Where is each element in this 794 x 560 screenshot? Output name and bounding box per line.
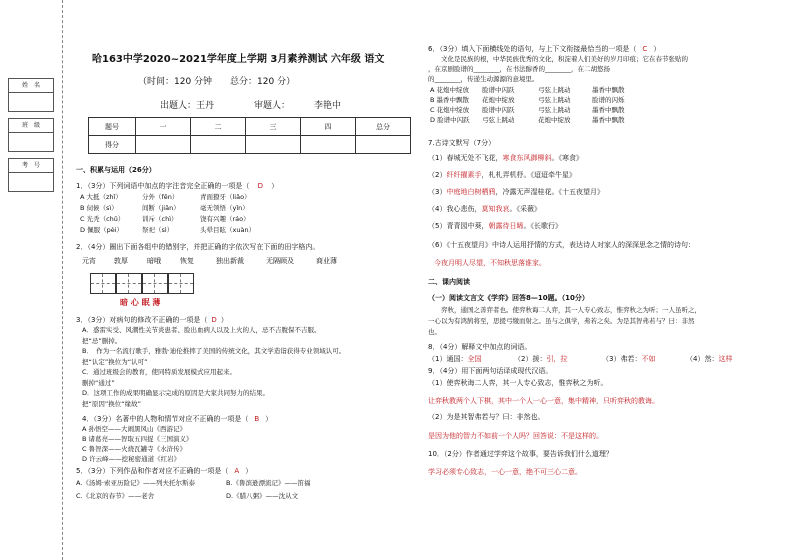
class-label: 班 级 (9, 119, 53, 133)
word-item: 元宵 (82, 257, 96, 265)
score-cell[interactable] (246, 136, 301, 154)
binding-line (62, 0, 63, 560)
question-6-answer: C (642, 45, 648, 53)
option-row: C 光秃（chǔ） 训斥（chì） 饶有兴趣（ráo） (80, 215, 250, 223)
score-header-cell: 总分 (356, 118, 411, 136)
class-box (8, 118, 54, 152)
score-header-cell: 题号 (89, 118, 136, 136)
name-box (8, 78, 54, 112)
question-8-items: （1）通国：全国 （2）援：引，拉 （3）弗若：不如 （4）然：这样 (428, 355, 733, 363)
id-label: 考 号 (9, 159, 53, 173)
score-row-label: 得分 (89, 136, 136, 154)
name-label: 姓 名 (9, 79, 53, 93)
question-2-words (82, 256, 337, 266)
poem-line: （1）春城无处不飞花，寒食东风御柳斜。《寒食》 (428, 154, 583, 162)
word-item: 无隔顾及 (266, 257, 294, 265)
question-9-1: （1）使弈秋诲二人弈，其一人专心致志，惟弈秋之为听。 (428, 379, 608, 387)
question-6: 6．（3分）填入下面横线处的语句，与上下文衔接最恰当的一项是（ C ） (428, 45, 661, 53)
tianzige-box[interactable] (90, 273, 116, 294)
question-1 (76, 181, 278, 191)
exam-time-info: （时间：120 分钟 总分：120 分） (138, 77, 296, 87)
reviewer-name: 李艳中 (314, 101, 342, 111)
section-1-heading: 一、积累与运用（26分） (76, 166, 156, 174)
question-2-stem: 2．（4分）圈出下面各组中的错别字，并把正确的字依次写在下面的田字格内。 (76, 243, 320, 251)
tianzige-box[interactable] (116, 273, 142, 294)
poem-line: （4）我心悲伤，莫知我哀。《采薇》 (428, 205, 541, 213)
score-cell[interactable] (191, 136, 246, 154)
id-field[interactable] (9, 173, 53, 191)
class-field[interactable] (9, 133, 53, 151)
question-7-6-answer: 今夜月明人尽望，不知秋思落谁家。 (434, 259, 546, 267)
poem-line: （5）青青园中葵，朝露待日晞。《长歌行》 (428, 222, 562, 230)
question-7-heading: 7.古诗文默写（7分） (428, 139, 496, 147)
question-6-text: 文化是民族的根，中华民族优秀的文化，积淀着人们美好的岁月印痕；它在春节张贴的 ，在京剧脸谱的________，在书法醇香的________，在二胡悠扬 的________，传递生动源源的意境里。 (428, 55, 688, 83)
word-item: 独出新裁 (216, 257, 244, 265)
tianzige-box[interactable] (168, 273, 194, 294)
word-item: 暗哦 (147, 257, 161, 265)
question-2-answer: 暗 心 眠 薄 (120, 298, 161, 307)
score-header-cell: 二 (191, 118, 246, 136)
word-item: 商业薄 (316, 257, 337, 265)
question-3-answer: D (211, 316, 217, 324)
question-9-2-answer: 是因为他的智力不如前一个人吗？回答说：不是这样的。 (428, 432, 603, 440)
question-4-options: A 孙悟空——大闹黑风山《西游记》 B 诸葛亮——智取五四捉《三国演义》 C 鲁智深——火烧瓦罐寺《水浒传》 D 许云峰——挖秘密通道《红岩》 (82, 425, 193, 463)
id-box (8, 158, 54, 192)
question-10-answer: 学习必须专心致志，一心一意，绝不可三心二意。 (428, 468, 582, 476)
question-7-items (428, 153, 604, 238)
option-row: D 佩服（pèi） 祭祀（sì） 头晕目眩（xuàn） (80, 226, 256, 234)
question-3: 3．（3分）对病句的修改不正确的一项是（ D ） (76, 316, 228, 324)
question-7-6: （6）《十五夜望月》中诗人运用抒情的方式，表达诗人对家人的深深思念之情的诗句： (428, 241, 695, 249)
question-1-options (80, 193, 255, 237)
question-1-stem: 1．（3分）下列词语中加点的字注音完全正确的一项是（ (76, 182, 250, 190)
score-cell[interactable] (301, 136, 356, 154)
section-2-heading: 二、课内阅读 (428, 278, 470, 286)
word-item: 敦厚 (114, 257, 128, 265)
reviewer-label: 审题人： (254, 101, 291, 111)
question-8: 8．（4分）解释文中加点的词语。 (428, 343, 532, 351)
score-header-cell: 四 (301, 118, 356, 136)
question-4: 4．（3分）名著中的人物和情节对应不正确的一项是（ B ） (82, 415, 273, 423)
question-4-answer: B (254, 415, 260, 423)
question-9-2: （2）为是其智弗若与？曰：非然也。 (428, 413, 545, 421)
option-row: B 伺候（sì） 间断（jiān） 毫无领悟（yǐn） (80, 204, 249, 212)
score-cell[interactable] (136, 136, 191, 154)
poem-line: （2）纤纤擢素手，札札弄机杼。《迢迢牵牛星》 (428, 171, 576, 179)
option-row: A 大抵（zhǐ） 分外（fēn） 青面獠牙（liǎo） (80, 193, 251, 201)
score-header-cell: 一 (136, 118, 191, 136)
score-header-cell: 三 (246, 118, 301, 136)
question-3-options: A．惑雷实受、风潮性关节炎患者、脸出血病人以及上火的人，忌不吉腹保不吉服。 把“忌”删掉。 B． 作为一名流行歌手，雅勃·迪伦推摔了美国的传统文化，其文学造诣获得专业领域认可。 把“认定”换位为“认可” C．通过班级会的教育，使同特质发展模式应用起来。 删掉“通过” D．这项工作的成果明确显示完成的原因是大家共同努力的结果。 把“原因”换位“缘故” (82, 326, 346, 408)
author-label: 出题人：王丹 (160, 101, 215, 111)
exam-title: 哈163中学2020~2021学年度上学期 3月素养测试 六年级 语文 (92, 54, 385, 65)
question-5-options: A.《汤姆·索亚历险记》——列夫托尔斯泰 B.《鲁滨逊漂流记》——笛福 C.《北京的春节》——老舍 D.《腊八粥》——沈从文 (76, 479, 311, 500)
word-item: 恢复 (180, 257, 194, 265)
question-1-answer: D (257, 182, 264, 190)
poem-line: （3）中庭地白树栖鸦，冷露无声湿桂花。《十五夜望月》 (428, 188, 604, 196)
question-10: 10．（2分）作者通过学弈这个故事，要告诉我们什么道理？ (428, 450, 613, 458)
reading-passage: 弈秋，通国之善弈者也。使弈秋诲二人弈，其一人专心致志，惟弈秋之为听；一人虽听之， 一心以为有鸿鹄将至，思援弓缴而射之。虽与之俱学，弗若之矣。为是其智弗若与？曰：非然 也。 (428, 306, 701, 336)
question-9-1-answer: 让弈秋教两个人下棋，其中一个人一心一意，集中精神，只听弈秋的教诲。 (428, 397, 659, 405)
question-9: 9．（4分）用下面两句话译成现代汉语。 (428, 367, 553, 375)
reading-heading: （一）阅读文言文《学弈》回答8—10题。（10分） (428, 294, 589, 302)
score-table (88, 117, 411, 154)
question-1-close: ） (271, 182, 279, 190)
question-6-options: A 花炮中绽放 脸谱中闪跃 弓弦上跳动 墨香中飘散 B 墨香中飘散 花炮中绽放 弓弦上跳动 脸谱的闪烁 C 花炮中绽放 脸谱中闪跃 弓弦上跳动 墨香中飘散 D 脸谱中闪跃 弓弦上跳动 花炮中绽放 墨香中飘散 (430, 86, 625, 124)
name-field[interactable] (9, 93, 53, 111)
question-5-answer: A (234, 467, 240, 475)
tianzige-box[interactable] (142, 273, 168, 294)
question-5: 5．（3分）下列作品和作者对应不正确的一项是（ A ） (76, 467, 253, 475)
score-cell[interactable] (356, 136, 411, 154)
